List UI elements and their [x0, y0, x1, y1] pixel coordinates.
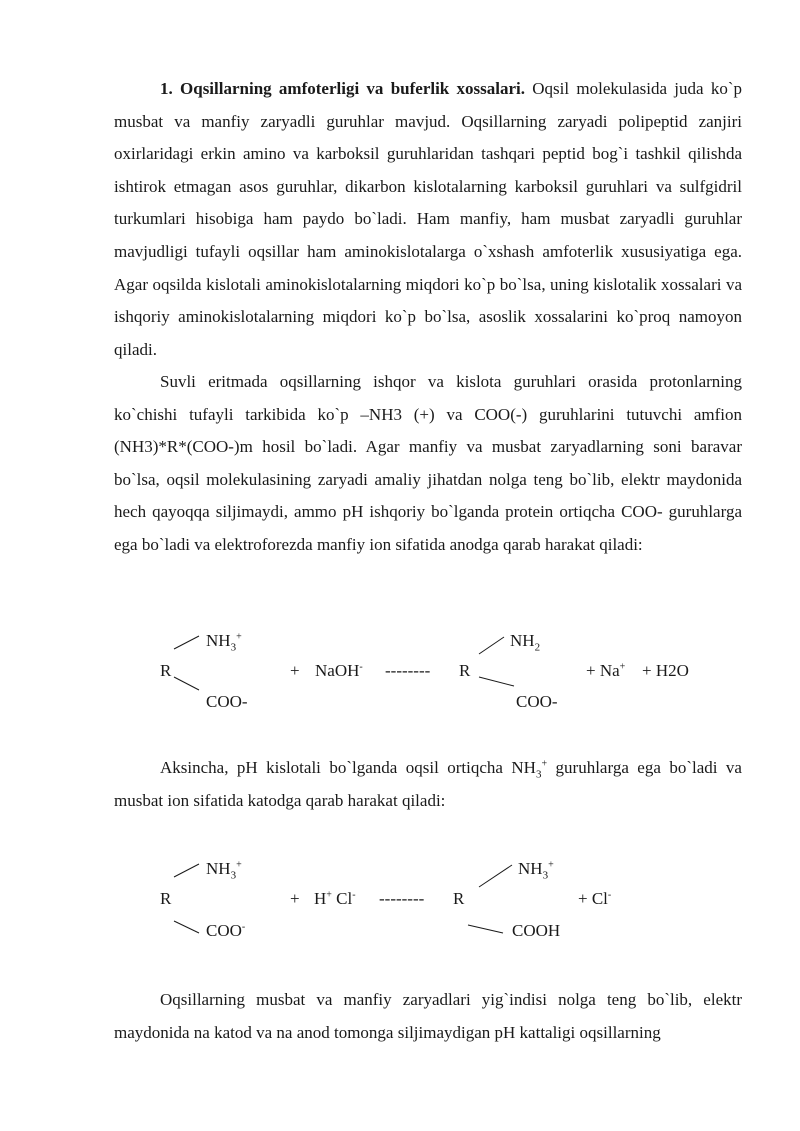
eq1-plus: +: [290, 661, 300, 680]
eq1-reagent-naoh: NaOH-: [315, 661, 363, 680]
eq1-right-amino-group: $NH_2$: [510, 631, 541, 654]
eq1-left-amino-group: $NH_3^+$: [206, 631, 242, 654]
eq2-plus: +: [290, 889, 300, 908]
equation-hcl: [0, 852, 800, 972]
eq1-left-r: R: [160, 661, 172, 680]
paragraph-isoelectric-text: Oqsillarning musbat va manfiy zaryadlari yig`indisi nolga teng bo`lib, elektr maydonida na katod va na anod tomonga siljimaydigan pH kattaligi oqsillarning: [114, 990, 742, 1042]
paragraph-amphoteric-text: Oqsil molekulasida juda ko`p musbat va manfiy zaryadli guruhlar mavjud. Oqsillarning zaryadi polipeptid zanjiri oxirlaridagi erkin amino va karboksil guruhlaridan tashqari peptid bog`i tashkil qilishda ishtirok etmagan asos guruhlar, dikarbon kislotalarning karboksil guruhlari va sulfgidril turkumlari hisobiga ham paydo bo`ladi. Ham manfiy, ham musbat zaryadli guruhlar mavjudligi tufayli oqsillar ham aminokislotalarga o`xshash amfoterlik xususiyatiga ega. Agar oqsilda kislotali aminokislotalarning miqdori ko`p bo`lsa, uning kislotalik xossalari va ishqoriy aminokislotalarning miqdori ko`p bo`lsa, asoslik xossalarini ko`proq namoyon qiladi.: [114, 79, 742, 359]
paragraph-acidic: Aksincha, pH kislotali bo`lganda oqsil ortiqcha $NH_3^+$ guruhlarga ega bo`ladi va musbat ion sifatida katodga qarab harakat qiladi:: [114, 758, 742, 810]
equation-naoh-bonds: [0, 624, 800, 744]
eq2-left-carboxylate-group: COO-: [206, 921, 246, 940]
eq2-right-amino-group: $NH_3^+$: [518, 859, 554, 882]
equation-hcl-bonds: [0, 852, 800, 972]
eq1-arrow-dashes: --------: [385, 661, 431, 680]
eq1-product-sodium: + Na+: [586, 661, 626, 680]
eq1-left-carboxyl-group: COO-: [206, 692, 248, 711]
paragraph-isoelectric: [114, 984, 742, 1049]
eq1-product-water: + H2O: [642, 661, 689, 680]
eq2-right-carboxyl-group: COOH: [512, 921, 561, 940]
paragraph-amphoteric: [114, 73, 742, 366]
eq2-left-amino-group: $NH_3^+$: [206, 859, 242, 882]
equation-naoh: [0, 624, 800, 744]
eq1-right-r: R: [459, 661, 471, 680]
eq2-product-chloride: + Cl-: [578, 889, 612, 908]
eq2-reagent-hcl: H+ Cl-: [314, 889, 356, 908]
eq2-right-r: R: [453, 889, 465, 908]
section-heading: 1. Oqsillarning amfoterligi va buferlik xossalari.: [160, 79, 526, 98]
eq2-left-r: R: [160, 889, 172, 908]
paragraph-amphion: [114, 366, 742, 562]
eq1-right-carboxyl-group: COO-: [516, 692, 558, 711]
eq2-arrow-dashes: --------: [379, 889, 425, 908]
paragraph-amphion-text: Suvli eritmada oqsillarning ishqor va kislota guruhlari orasida protonlarning ko`chishi tufayli tarkibida ko`p –NH3 (+) va COO(-) guruhlarini tutuvchi amfion (NH3)*R*(COO-)m hosil bo`ladi. Agar manfiy va musbat zaryadlarning soni baravar bo`lsa, oqsil molekulasining zaryadi amaliy jihatdan nolga teng bo`lib, elektr maydonida hech qayoqqa siljimaydi, ammo pH ishqoriy bo`lganda protein ortiqcha COO- guruhlarga ega bo`ladi va elektroforezda manfiy ion sifatida anodga qarab harakat qiladi:: [114, 372, 742, 554]
